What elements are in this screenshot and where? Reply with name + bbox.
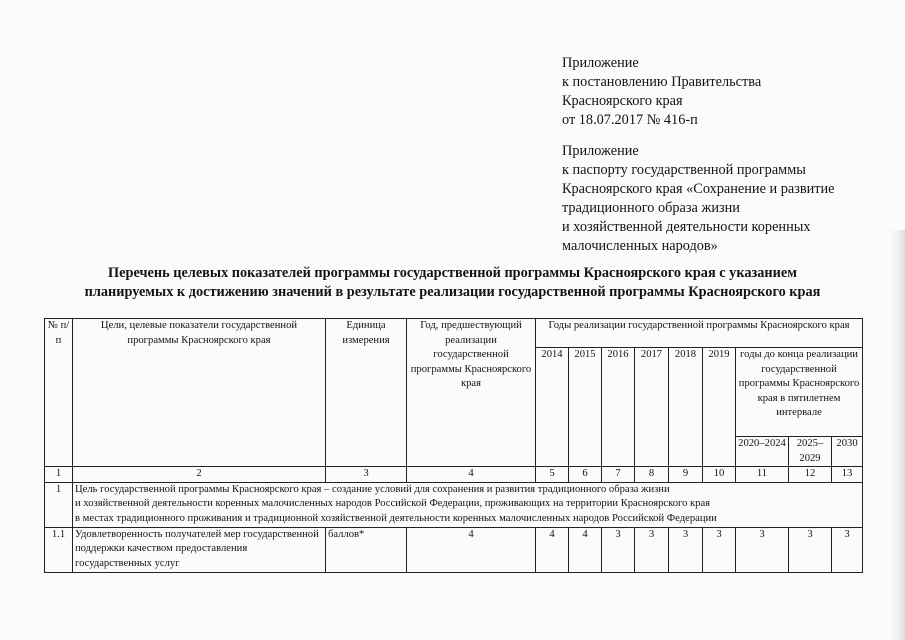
goal-text-line: Цель государственной программы Красноярского края – создание условий для сохранения и развития традиционного образа жизни [75,483,670,495]
appendix-line: Красноярского края [562,93,683,109]
header-unit: Единица измерения [326,319,407,467]
indicator-value: 3 [736,527,789,572]
title-line: планируемых к достижению значений в результате реализации государственной программы Красноярского края [84,284,821,300]
header-goals: Цели, целевые показатели государственной программы Красноярского края [73,319,326,467]
appendix-line: Приложение [562,55,639,71]
header-year: 2015 [569,348,602,467]
column-number: 10 [703,467,736,483]
appendix-line: традиционного образа жизни [562,200,740,216]
indicator-prev-value: 4 [407,527,536,572]
column-number: 8 [635,467,669,483]
column-numbers-row [45,467,863,483]
appendix-to-resolution [562,54,761,130]
column-number: 7 [602,467,635,483]
goal-text [73,482,863,527]
header-period: 2020–2024 [736,437,789,467]
column-number: 13 [832,467,863,483]
column-number: 1 [45,467,73,483]
header-period: 2030 [832,437,863,467]
header-year: 2016 [602,348,635,467]
indicator-value: 3 [602,527,635,572]
header-five-year-interval: годы до конца реализации государственной программы Красноярского края в пятилетнем интервале [736,348,863,437]
indicator-value: 3 [703,527,736,572]
indicator-unit: баллов* [326,527,407,572]
indicator-value: 4 [569,527,602,572]
indicator-value: 3 [669,527,703,572]
appendix-line: Приложение [562,143,639,159]
appendix-line: к постановлению Правительства [562,74,762,90]
indicator-value: 4 [536,527,569,572]
appendix-line: малочисленных народов» [562,238,718,254]
header-year: 2019 [703,348,736,467]
appendix-to-passport [562,142,835,256]
appendix-line: от 18.07.2017 № 416-п [562,112,698,128]
goal-row [45,482,863,527]
goal-number: 1 [45,482,73,527]
indicators-table [44,318,863,573]
indicator-value: 3 [789,527,832,572]
header-years-group: Годы реализации государственной программы Красноярского края [536,319,863,348]
appendix-line: к паспорту государственной программы [562,162,806,178]
column-number: 11 [736,467,789,483]
indicator-number: 1.1 [45,527,73,572]
header-year: 2014 [536,348,569,467]
column-number: 5 [536,467,569,483]
column-number: 9 [669,467,703,483]
appendix-line: Красноярского края «Сохранение и развитие [562,181,835,197]
column-number: 4 [407,467,536,483]
indicator-value: 3 [832,527,863,572]
header-num: № п/п [45,319,73,467]
indicator-value: 3 [635,527,669,572]
header-prev-year: Год, предшествующий реализации государственной программы Красноярского края [407,319,536,467]
column-number: 6 [569,467,602,483]
header-period: 2025–2029 [789,437,832,467]
goal-text-line: в местах традиционного проживания и традиционной хозяйственной деятельности коренных малочисленных народов Российской Федерации [75,512,717,524]
header-year: 2018 [669,348,703,467]
goal-text-line: и хозяйственной деятельности коренных малочисленных народов Российской Федерации, проживающих на территории Красноярского края [75,498,711,510]
column-number: 2 [73,467,326,483]
indicator-name: Удовлетворенность получателей мер государственной поддержки качеством предоставления государственных услуг [73,527,326,572]
column-number: 3 [326,467,407,483]
title-line: Перечень целевых показателей программы государственной программы Красноярского края с указанием [108,265,797,281]
document-title [0,264,905,302]
header-year: 2017 [635,348,669,467]
indicator-row [45,527,863,572]
column-number: 12 [789,467,832,483]
appendix-line: и хозяйственной деятельности коренных [562,219,811,235]
